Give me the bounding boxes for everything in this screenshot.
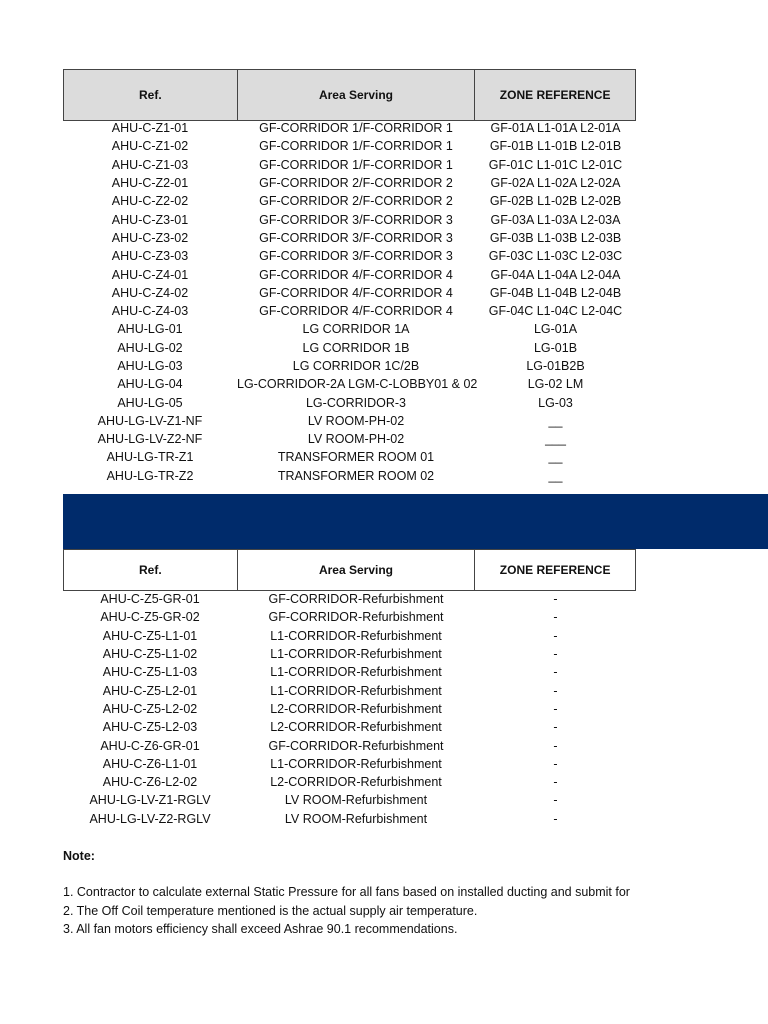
table-row xyxy=(63,663,636,681)
table2-body xyxy=(63,590,636,828)
cell-ref: AHU-LG-LV-Z1-NF xyxy=(97,413,203,428)
cell-area-serving: GF-CORRIDOR-Refurbishment xyxy=(268,610,444,625)
table-row xyxy=(63,430,636,448)
table-row xyxy=(63,265,636,283)
table-row xyxy=(63,375,636,393)
cell-zone-reference: __ xyxy=(548,450,563,465)
table-row xyxy=(63,302,636,320)
cell-ref: AHU-C-Z5-L2-03 xyxy=(102,720,198,735)
table1-body xyxy=(63,119,636,485)
section-divider-band xyxy=(63,494,768,549)
cell-zone-reference: __ xyxy=(548,468,563,483)
cell-zone-reference: - xyxy=(553,628,558,643)
cell-zone-reference: - xyxy=(553,665,558,680)
cell-ref: AHU-LG-04 xyxy=(117,377,183,392)
table-row xyxy=(63,192,636,210)
cell-ref: AHU-C-Z6-L1-01 xyxy=(102,756,198,771)
cell-zone-reference: LG-01B2B xyxy=(526,359,585,373)
cell-area-serving: GF-CORRIDOR 1/F-CORRIDOR 1 xyxy=(259,157,453,172)
table-row xyxy=(63,174,636,192)
cell-zone-reference: GF-03A L1-03A L2-03A xyxy=(490,212,621,227)
cell-zone-reference: LG-03 xyxy=(538,395,573,410)
cell-area-serving: TRANSFORMER ROOM 02 xyxy=(277,468,435,483)
table-row xyxy=(63,791,636,809)
cell-zone-reference: LG-01A xyxy=(533,322,578,337)
cell-area-serving: L1-CORRIDOR-Refurbishment xyxy=(270,683,442,698)
cell-zone-reference: - xyxy=(553,793,558,808)
cell-zone-reference: - xyxy=(553,683,558,698)
header-zone-reference: ZONE REFERENCE xyxy=(475,70,636,120)
cell-zone-reference: GF-03B L1-03B L2-03B xyxy=(489,230,622,245)
cell-ref: AHU-LG-LV-Z1-RGLV xyxy=(89,793,211,808)
cell-area-serving: L1-CORRIDOR-Refurbishment xyxy=(270,756,442,771)
cell-zone-reference: GF-02B L1-02B L2-02B xyxy=(489,194,622,209)
cell-area-serving: LV ROOM-Refurbishment xyxy=(284,793,428,808)
cell-zone-reference: - xyxy=(553,720,558,735)
note-item: 3. All fan motors efficiency shall exceed Ashrae 90.1 recommendations. xyxy=(63,922,458,936)
cell-area-serving: GF-CORRIDOR 3/F-CORRIDOR 3 xyxy=(259,230,453,245)
cell-area-serving: GF-CORRIDOR 3/F-CORRIDOR 3 xyxy=(259,249,453,264)
cell-ref: AHU-C-Z4-02 xyxy=(111,285,189,300)
note-item: 1. Contractor to calculate external Static Pressure for all fans based on installed ducting and submit for xyxy=(63,885,630,899)
cell-zone-reference: - xyxy=(553,647,558,662)
cell-area-serving: TRANSFORMER ROOM 01 xyxy=(277,450,435,465)
cell-ref: AHU-C-Z1-03 xyxy=(111,157,189,172)
header-ref: Ref. xyxy=(64,70,238,120)
table-row xyxy=(63,284,636,302)
notes-list xyxy=(63,883,636,939)
cell-ref: AHU-C-Z4-01 xyxy=(111,267,189,282)
cell-zone-reference: - xyxy=(553,738,558,753)
cell-area-serving: GF-CORRIDOR 1/F-CORRIDOR 1 xyxy=(259,121,453,136)
cell-zone-reference: LG-02 LM xyxy=(527,377,584,392)
table-row xyxy=(63,718,636,736)
cell-area-serving: GF-CORRIDOR 4/F-CORRIDOR 4 xyxy=(259,304,453,319)
cell-area-serving: GF-CORRIDOR 2/F-CORRIDOR 2 xyxy=(259,176,453,191)
cell-ref: AHU-LG-05 xyxy=(117,395,183,410)
cell-area-serving: L1-CORRIDOR-Refurbishment xyxy=(270,628,442,643)
table-row xyxy=(63,627,636,645)
cell-area-serving: L2-CORRIDOR-Refurbishment xyxy=(270,720,442,735)
cell-ref: AHU-C-Z3-01 xyxy=(111,212,189,227)
cell-area-serving: L2-CORRIDOR-Refurbishment xyxy=(270,775,442,790)
cell-area-serving: GF-CORRIDOR 4/F-CORRIDOR 4 xyxy=(259,267,453,282)
cell-zone-reference: ___ xyxy=(545,432,566,447)
table-row xyxy=(63,156,636,174)
cell-ref: AHU-C-Z6-GR-01 xyxy=(100,738,200,753)
cell-area-serving: L2-CORRIDOR-Refurbishment xyxy=(270,701,442,716)
cell-zone-reference: GF-04C L1-04C L2-04C xyxy=(488,304,623,319)
header-ref: Ref. xyxy=(64,550,238,590)
table-row xyxy=(63,810,636,828)
cell-ref: AHU-LG-01 xyxy=(117,322,183,337)
cell-zone-reference: GF-03C L1-03C L2-03C xyxy=(488,249,623,264)
cell-area-serving: LV ROOM-PH-02 xyxy=(307,413,405,428)
cell-ref: AHU-C-Z1-02 xyxy=(111,139,189,154)
cell-area-serving: LG-CORRIDOR-2A LGM-C-LOBBY01 & 02 xyxy=(237,377,478,392)
cell-zone-reference: GF-04B L1-04B L2-04B xyxy=(489,285,622,300)
cell-area-serving: GF-CORRIDOR 1/F-CORRIDOR 1 xyxy=(259,139,453,154)
cell-ref: AHU-C-Z5-L1-03 xyxy=(102,665,198,680)
cell-zone-reference: GF-04A L1-04A L2-04A xyxy=(490,267,621,282)
cell-area-serving: GF-CORRIDOR-Refurbishment xyxy=(268,592,444,607)
table-row xyxy=(63,247,636,265)
cell-zone-reference: - xyxy=(553,701,558,716)
cell-area-serving: GF-CORRIDOR 4/F-CORRIDOR 4 xyxy=(259,285,453,300)
cell-zone-reference: GF-01B L1-01B L2-01B xyxy=(489,139,622,154)
cell-ref: AHU-C-Z4-03 xyxy=(111,304,189,319)
cell-area-serving: GF-CORRIDOR-Refurbishment xyxy=(268,738,444,753)
table-row xyxy=(63,755,636,773)
cell-ref: AHU-LG-TR-Z2 xyxy=(106,468,194,483)
table-row xyxy=(63,736,636,754)
note-item: 2. The Off Coil temperature mentioned is the actual supply air temperature. xyxy=(63,903,478,918)
cell-ref: AHU-C-Z2-02 xyxy=(111,194,189,209)
table-row xyxy=(63,210,636,228)
cell-zone-reference: - xyxy=(553,592,558,607)
cell-area-serving: LG CORRIDOR 1C/2B xyxy=(292,359,420,373)
table-row xyxy=(63,467,636,485)
table-row xyxy=(63,119,636,137)
cell-ref: AHU-C-Z2-01 xyxy=(111,176,189,191)
cell-zone-reference: - xyxy=(553,811,558,826)
cell-ref: AHU-C-Z6-L2-02 xyxy=(102,775,198,790)
cell-zone-reference: - xyxy=(553,775,558,790)
cell-zone-reference: GF-01C L1-01C L2-01C xyxy=(488,157,623,172)
table-row xyxy=(63,448,636,466)
cell-ref: AHU-C-Z3-02 xyxy=(111,230,189,245)
cell-ref: AHU-LG-LV-Z2-NF xyxy=(97,432,203,447)
table-row xyxy=(63,412,636,430)
cell-ref: AHU-C-Z5-L1-02 xyxy=(102,647,198,662)
cell-ref: AHU-C-Z3-03 xyxy=(111,249,189,264)
cell-ref: AHU-C-Z5-L2-01 xyxy=(102,683,198,698)
cell-zone-reference: GF-02A L1-02A L2-02A xyxy=(490,176,621,191)
cell-area-serving: L1-CORRIDOR-Refurbishment xyxy=(270,647,442,662)
table-row xyxy=(63,339,636,357)
table-row xyxy=(63,608,636,626)
cell-zone-reference: GF-01A L1-01A L2-01A xyxy=(490,121,621,136)
table-row xyxy=(63,393,636,411)
cell-area-serving: GF-CORRIDOR 3/F-CORRIDOR 3 xyxy=(259,212,453,227)
table2-header xyxy=(63,549,636,591)
cell-ref: AHU-LG-03 xyxy=(117,359,183,373)
cell-ref: AHU-C-Z5-L2-02 xyxy=(102,701,198,716)
cell-ref: AHU-LG-TR-Z1 xyxy=(106,450,194,465)
cell-area-serving: LV ROOM-Refurbishment xyxy=(284,811,428,826)
cell-area-serving: LV ROOM-PH-02 xyxy=(307,432,405,447)
cell-zone-reference: __ xyxy=(548,413,563,428)
table-row xyxy=(63,320,636,338)
cell-area-serving: GF-CORRIDOR 2/F-CORRIDOR 2 xyxy=(259,194,453,209)
cell-ref: AHU-C-Z5-GR-02 xyxy=(100,610,200,625)
cell-zone-reference: LG-01B xyxy=(533,340,578,355)
cell-area-serving: LG CORRIDOR 1B xyxy=(302,340,410,355)
table-row xyxy=(63,590,636,608)
cell-ref: AHU-C-Z5-GR-01 xyxy=(100,592,200,607)
cell-ref: AHU-LG-LV-Z2-RGLV xyxy=(89,811,211,826)
cell-area-serving: LG CORRIDOR 1A xyxy=(302,322,410,337)
notes-title: Note: xyxy=(63,849,95,863)
cell-ref: AHU-C-Z5-L1-01 xyxy=(102,628,198,643)
table-row xyxy=(63,357,636,375)
table-row xyxy=(63,681,636,699)
cell-ref: AHU-C-Z1-01 xyxy=(111,121,189,136)
cell-area-serving: L1-CORRIDOR-Refurbishment xyxy=(270,665,442,680)
cell-area-serving: LG-CORRIDOR-3 xyxy=(305,395,406,410)
header-zone-reference: ZONE REFERENCE xyxy=(475,550,636,590)
table1-header xyxy=(63,69,636,121)
cell-ref: AHU-LG-02 xyxy=(117,340,183,355)
cell-zone-reference: - xyxy=(553,756,558,771)
cell-zone-reference: - xyxy=(553,610,558,625)
header-area-serving: Area Serving xyxy=(238,70,476,120)
table-row xyxy=(63,773,636,791)
header-area-serving: Area Serving xyxy=(238,550,476,590)
table-row xyxy=(63,229,636,247)
table-row xyxy=(63,700,636,718)
table-row xyxy=(63,645,636,663)
table-row xyxy=(63,137,636,155)
